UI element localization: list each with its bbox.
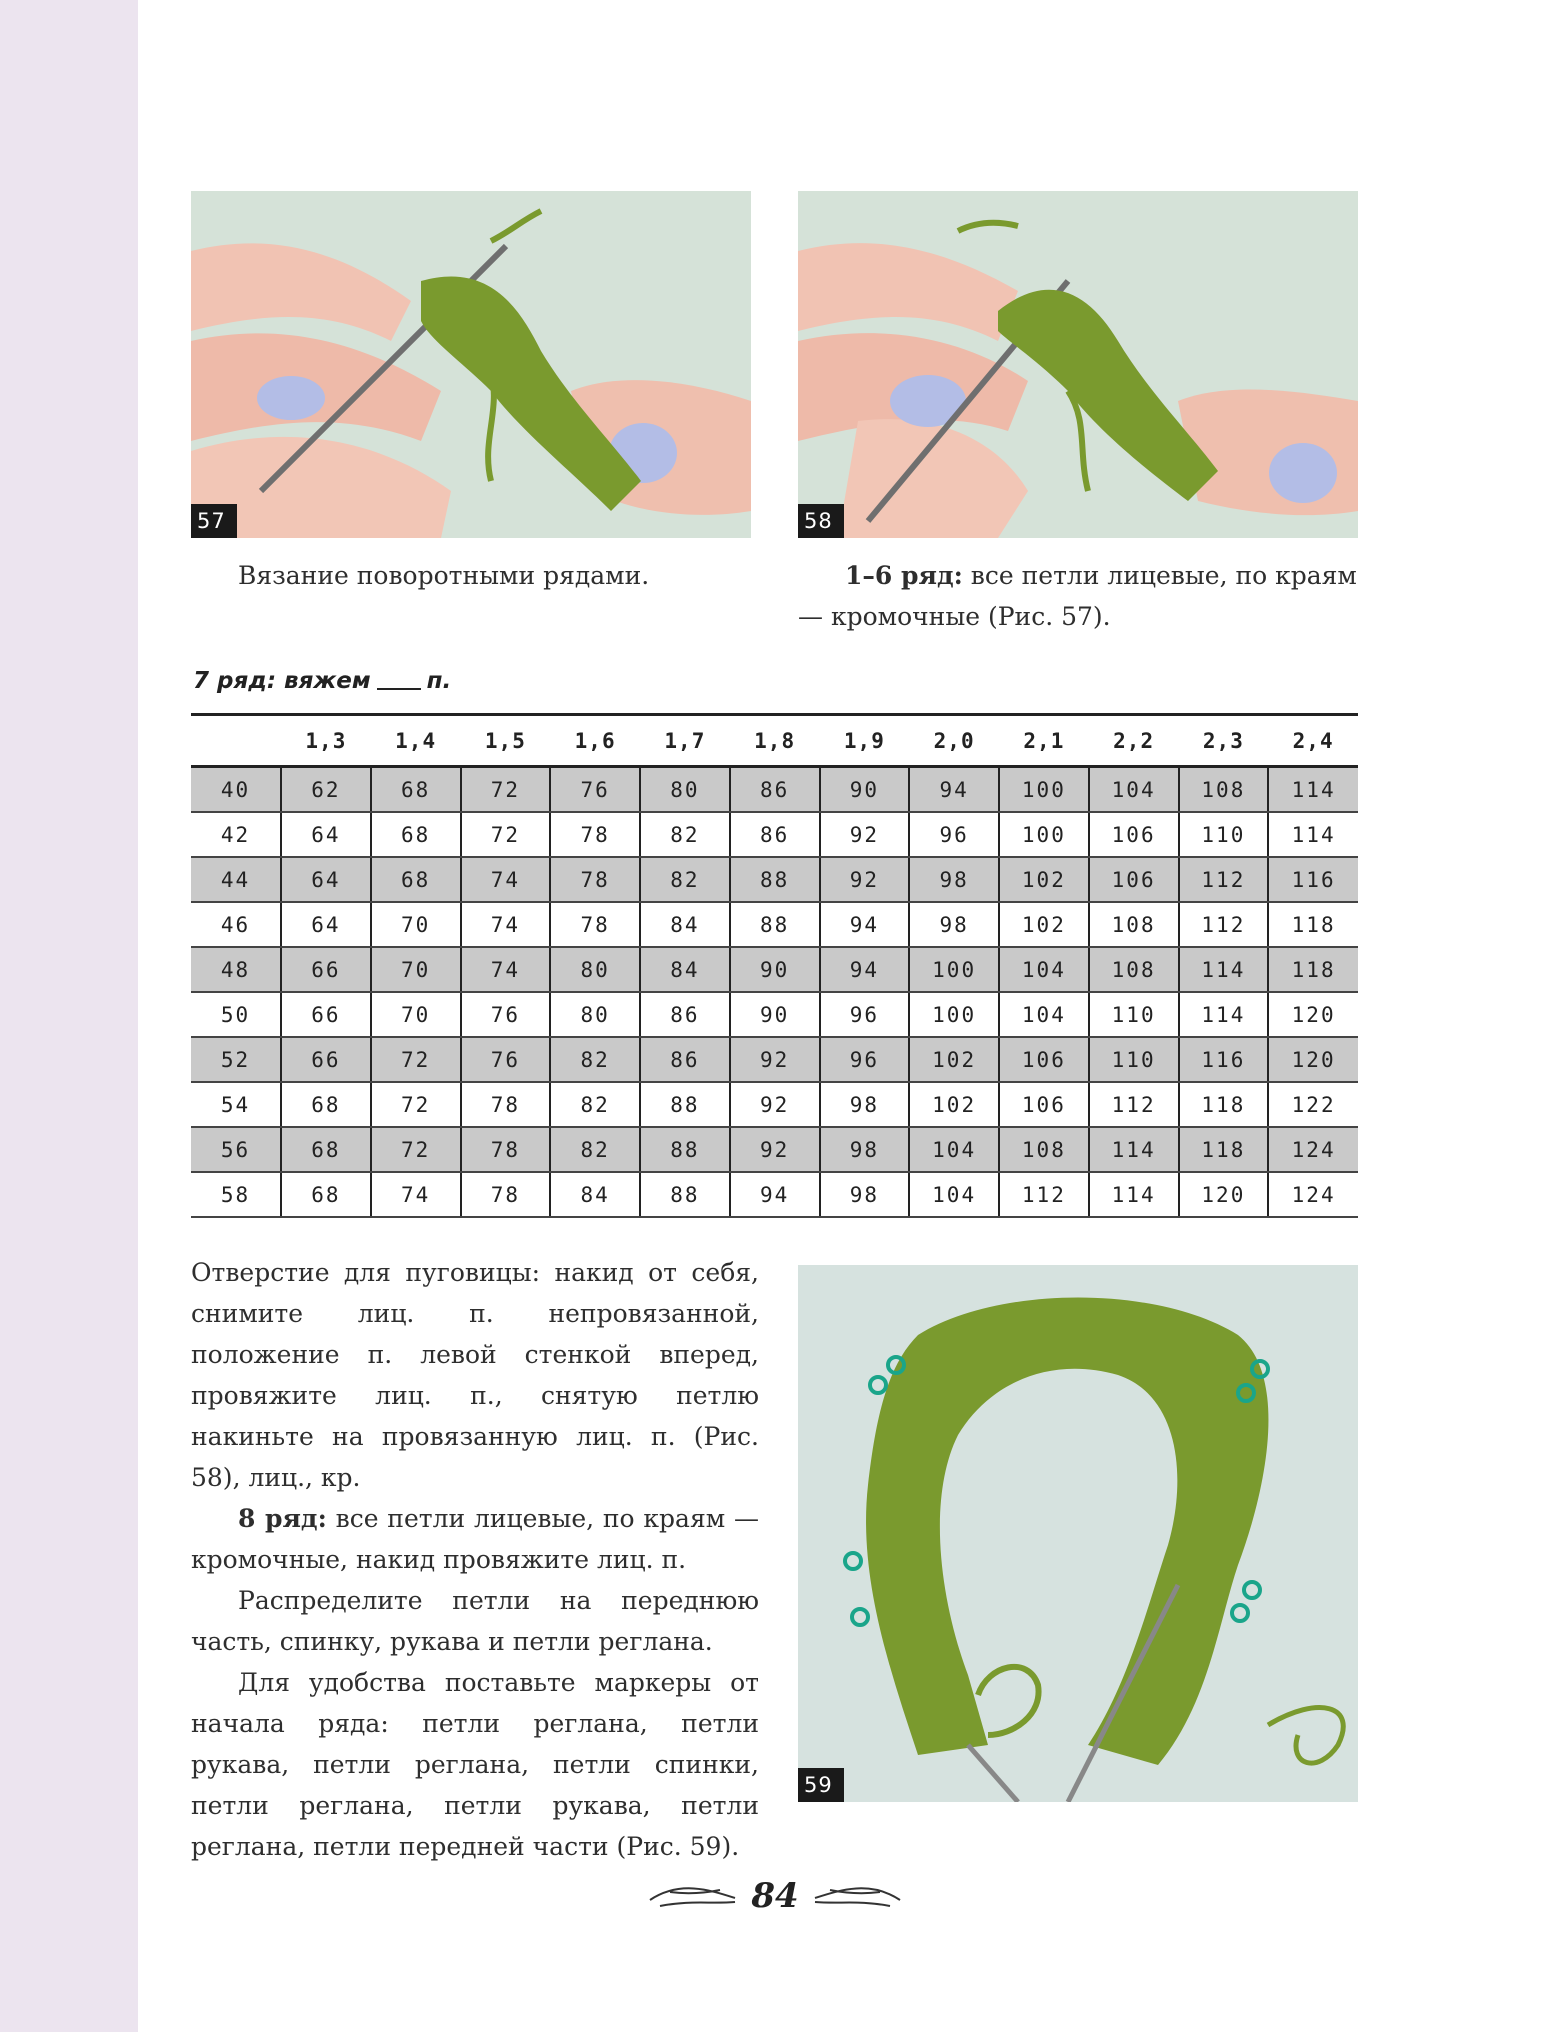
table-cell: 84 [550, 1172, 640, 1217]
table-cell: 110 [1179, 812, 1269, 857]
table-row-size: 40 [191, 767, 281, 813]
table-cell: 72 [371, 1127, 461, 1172]
table-cell: 94 [909, 767, 999, 813]
table-cell: 110 [1089, 1037, 1179, 1082]
table-cell: 90 [730, 947, 820, 992]
markers-paragraph: Для удобства поставьте маркеры от начала ряда: петли реглана, петли рукава, петли реглана, петли спинки, петли реглана, петли рукава, петли реглана, петли передней части (Рис. 59). [191, 1668, 759, 1861]
row-1-6-label: 1–6 ряд: [845, 561, 963, 590]
table-header-cell: 2,1 [999, 715, 1089, 767]
table-cell: 124 [1268, 1172, 1358, 1217]
table-cell: 66 [281, 1037, 371, 1082]
table-cell: 104 [909, 1127, 999, 1172]
table-cell: 88 [640, 1127, 730, 1172]
table-row [191, 1082, 1358, 1127]
table-cell: 104 [1089, 767, 1179, 813]
table-cell: 86 [640, 992, 730, 1037]
stitch-count-table [191, 713, 1358, 1218]
table-header-cell: 1,7 [640, 715, 730, 767]
table-cell: 98 [909, 902, 999, 947]
table-cell: 124 [1268, 1127, 1358, 1172]
table-cell: 68 [281, 1172, 371, 1217]
table-cell: 98 [820, 1127, 910, 1172]
table-row-size: 48 [191, 947, 281, 992]
knitting-photo-58-image [798, 191, 1358, 538]
table-cell: 68 [281, 1127, 371, 1172]
row-8-label: 8 ряд: [238, 1504, 327, 1533]
table-cell: 116 [1268, 857, 1358, 902]
table-cell: 82 [550, 1127, 640, 1172]
table-cell: 88 [730, 902, 820, 947]
table-header-corner [191, 715, 281, 767]
table-cell: 108 [999, 1127, 1089, 1172]
table-row [191, 857, 1358, 902]
table-cell: 108 [1089, 947, 1179, 992]
table-row-size: 58 [191, 1172, 281, 1217]
table-header-cell: 1,9 [820, 715, 910, 767]
table-cell: 104 [909, 1172, 999, 1217]
table-header-cell: 1,4 [371, 715, 461, 767]
table-cell: 106 [999, 1037, 1089, 1082]
table-cell: 106 [999, 1082, 1089, 1127]
table-cell: 112 [1179, 902, 1269, 947]
table-row [191, 1172, 1358, 1217]
table-cell: 80 [550, 992, 640, 1037]
table-cell: 62 [281, 767, 371, 813]
table-cell: 68 [281, 1082, 371, 1127]
table-cell: 104 [999, 947, 1089, 992]
table-cell: 102 [909, 1082, 999, 1127]
table-cell: 110 [1089, 992, 1179, 1037]
table-cell: 78 [461, 1127, 551, 1172]
table-cell: 108 [1179, 767, 1269, 813]
table-cell: 64 [281, 812, 371, 857]
table-header-cell: 2,3 [1179, 715, 1269, 767]
table-cell: 82 [550, 1037, 640, 1082]
table-cell: 100 [909, 992, 999, 1037]
table-cell: 106 [1089, 857, 1179, 902]
table-cell: 86 [730, 812, 820, 857]
knitting-photo-57-image [191, 191, 751, 538]
table-cell: 78 [550, 857, 640, 902]
table-cell: 94 [820, 902, 910, 947]
table-cell: 74 [461, 947, 551, 992]
table-cell: 94 [820, 947, 910, 992]
table-cell: 120 [1179, 1172, 1269, 1217]
table-cell: 102 [999, 902, 1089, 947]
table-row [191, 812, 1358, 857]
table-cell: 114 [1089, 1172, 1179, 1217]
table-cell: 72 [371, 1082, 461, 1127]
table-cell: 116 [1179, 1037, 1269, 1082]
table-cell: 86 [640, 1037, 730, 1082]
knitting-photo-59-image [798, 1265, 1358, 1802]
table-cell: 112 [1179, 857, 1269, 902]
table-cell: 76 [461, 1037, 551, 1082]
table-body [191, 767, 1358, 1218]
table-cell: 96 [820, 1037, 910, 1082]
table-cell: 80 [640, 767, 730, 813]
table-header-cell: 1,3 [281, 715, 371, 767]
table-row-size: 44 [191, 857, 281, 902]
table-cell: 88 [640, 1082, 730, 1127]
table-cell: 66 [281, 992, 371, 1037]
table-cell: 102 [909, 1037, 999, 1082]
photo-59 [798, 1265, 1358, 1802]
table-cell: 120 [1268, 992, 1358, 1037]
table-cell: 82 [550, 1082, 640, 1127]
table-cell: 74 [461, 857, 551, 902]
table-cell: 70 [371, 992, 461, 1037]
table-cell: 94 [730, 1172, 820, 1217]
table-cell: 112 [1089, 1082, 1179, 1127]
table-row-size: 56 [191, 1127, 281, 1172]
table-cell: 84 [640, 947, 730, 992]
table-title-prefix: 7 ряд: вяжем [193, 668, 371, 694]
table-row [191, 767, 1358, 813]
table-header-cell: 2,2 [1089, 715, 1179, 767]
row-8-paragraph [191, 1498, 759, 1580]
table-cell: 106 [1089, 812, 1179, 857]
table-cell: 92 [730, 1127, 820, 1172]
table-cell: 74 [461, 902, 551, 947]
figure-number-59: 59 [798, 1768, 844, 1802]
figure-number-58: 58 [798, 504, 844, 538]
table-cell: 86 [730, 767, 820, 813]
table-header-row [191, 715, 1358, 767]
table-cell: 66 [281, 947, 371, 992]
table-row [191, 1037, 1358, 1082]
instructions-text [191, 1252, 759, 1867]
table-row-size: 42 [191, 812, 281, 857]
table-cell: 78 [550, 812, 640, 857]
table-cell: 100 [999, 767, 1089, 813]
table-row-size: 50 [191, 992, 281, 1037]
row-1-6-instruction [798, 555, 1358, 637]
table-cell: 84 [640, 902, 730, 947]
table-header-cell: 1,5 [461, 715, 551, 767]
table-cell: 96 [820, 992, 910, 1037]
table-header-cell: 2,0 [909, 715, 999, 767]
table-cell: 64 [281, 902, 371, 947]
table-row [191, 947, 1358, 992]
table-cell: 114 [1179, 992, 1269, 1037]
page-side-strip [0, 0, 138, 2032]
table-cell: 88 [640, 1172, 730, 1217]
table-cell: 68 [371, 812, 461, 857]
table-cell: 74 [371, 1172, 461, 1217]
table-cell: 98 [909, 857, 999, 902]
photo-57 [191, 191, 751, 538]
table-cell: 78 [550, 902, 640, 947]
table-row-size: 52 [191, 1037, 281, 1082]
table-row [191, 1127, 1358, 1172]
table-title [193, 668, 451, 694]
page-footer [640, 1870, 910, 1930]
table-cell: 118 [1268, 947, 1358, 992]
table-cell: 92 [820, 812, 910, 857]
table-cell: 92 [730, 1037, 820, 1082]
table-cell: 70 [371, 947, 461, 992]
table-cell: 80 [550, 947, 640, 992]
buttonhole-paragraph: Отверстие для пуговицы: накид от себя, снимите лиц. п. непровязанной, положение п. левой стенкой вперед, провяжите лиц. п., снятую петлю накиньте на провязанную лиц. п. (Рис. 58), лиц., кр. [191, 1258, 759, 1492]
table-cell: 78 [461, 1172, 551, 1217]
table-cell: 122 [1268, 1082, 1358, 1127]
table-cell: 104 [999, 992, 1089, 1037]
table-row-size: 54 [191, 1082, 281, 1127]
table-row [191, 902, 1358, 947]
table-header-cell: 1,8 [730, 715, 820, 767]
table-cell: 68 [371, 767, 461, 813]
table-cell: 88 [730, 857, 820, 902]
table-title-blank [377, 688, 421, 690]
table-cell: 64 [281, 857, 371, 902]
table-cell: 102 [999, 857, 1089, 902]
table-cell: 114 [1089, 1127, 1179, 1172]
table-cell: 96 [909, 812, 999, 857]
table-header-cell: 2,4 [1268, 715, 1358, 767]
table-cell: 76 [550, 767, 640, 813]
table-cell: 78 [461, 1082, 551, 1127]
table-row-size: 46 [191, 902, 281, 947]
table-title-suffix: п. [426, 668, 452, 694]
row-8-text: все петли лицевые, по краям — кромочные, накид провяжите лиц. п. [191, 1504, 759, 1574]
table-cell: 114 [1268, 767, 1358, 813]
table-cell: 82 [640, 857, 730, 902]
table-cell: 100 [999, 812, 1089, 857]
table-cell: 82 [640, 812, 730, 857]
table-cell: 72 [461, 767, 551, 813]
table-cell: 68 [371, 857, 461, 902]
table-cell: 92 [730, 1082, 820, 1127]
table-cell: 90 [730, 992, 820, 1037]
table-cell: 118 [1179, 1127, 1269, 1172]
distribute-paragraph: Распределите петли на переднюю часть, спинку, рукава и петли реглана. [191, 1586, 759, 1656]
table-cell: 92 [820, 857, 910, 902]
table-cell: 72 [461, 812, 551, 857]
table-cell: 120 [1268, 1037, 1358, 1082]
table-cell: 118 [1179, 1082, 1269, 1127]
table-cell: 90 [820, 767, 910, 813]
table-cell: 114 [1179, 947, 1269, 992]
caption-57: Вязание поворотными рядами. [238, 561, 650, 590]
row-1-6-text: все петли лицевые, по краям — кромочные (Рис. 57). [798, 561, 1357, 631]
figure-number-57: 57 [191, 504, 237, 538]
table-cell: 72 [371, 1037, 461, 1082]
table-row [191, 992, 1358, 1037]
table-cell: 76 [461, 992, 551, 1037]
table-header-cell: 1,6 [550, 715, 640, 767]
table-cell: 98 [820, 1082, 910, 1127]
table-cell: 118 [1268, 902, 1358, 947]
table-cell: 114 [1268, 812, 1358, 857]
table-cell: 98 [820, 1172, 910, 1217]
photo-58 [798, 191, 1358, 538]
table-cell: 112 [999, 1172, 1089, 1217]
page-number: 84 [751, 1876, 799, 1916]
table-cell: 108 [1089, 902, 1179, 947]
table-cell: 100 [909, 947, 999, 992]
table-cell: 70 [371, 902, 461, 947]
